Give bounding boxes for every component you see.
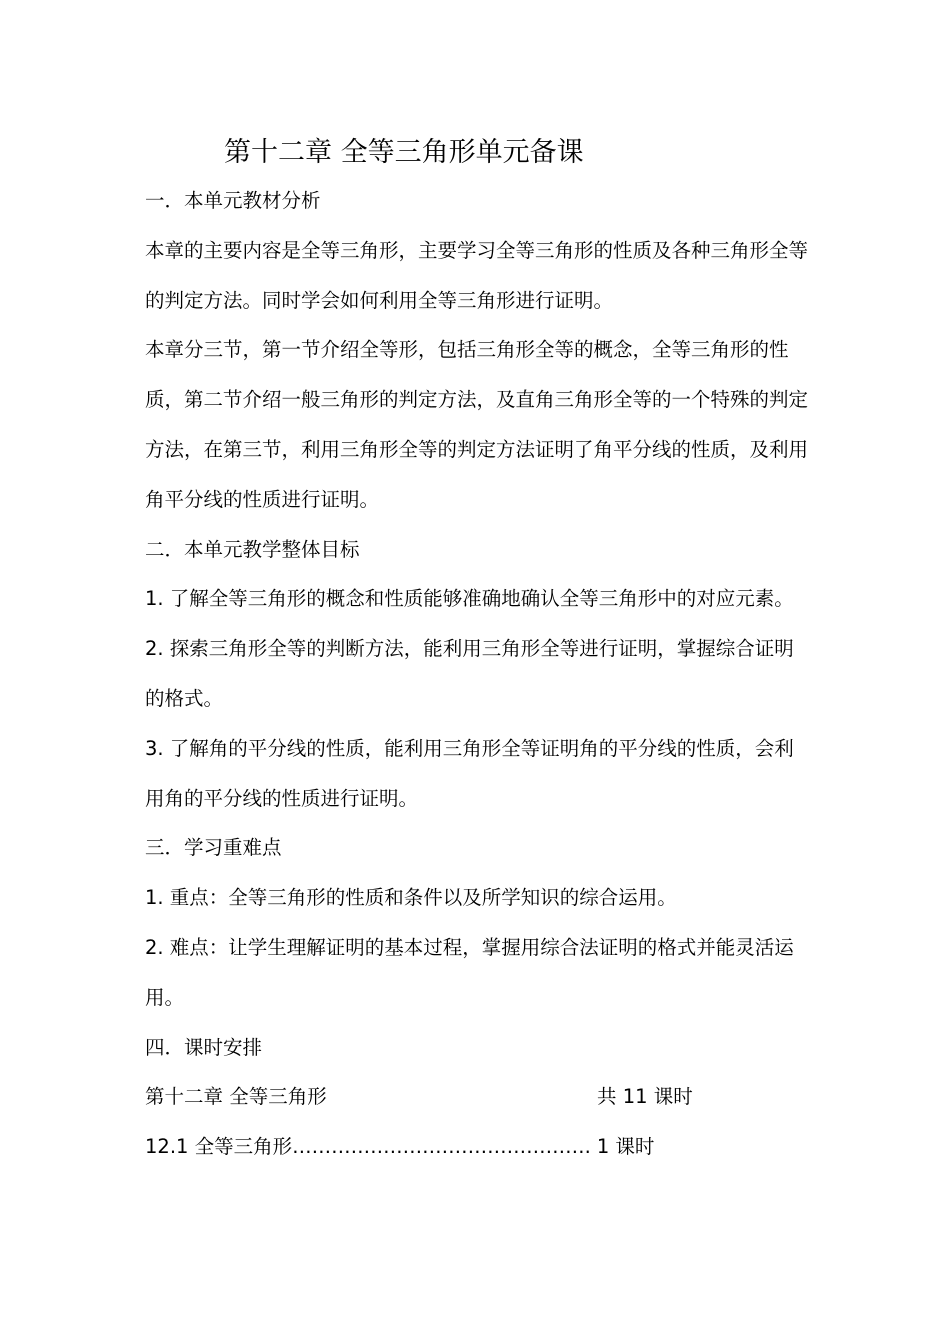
schedule-total-hours: 共 11 课时 (597, 1085, 693, 1109)
document-body (145, 176, 813, 1172)
schedule-chapter-label: 第十二章 全等三角形 (145, 1085, 327, 1109)
paragraph-2: 本章分三节，第一节介绍全等形，包括三角形全等的概念，全等三角形的性质，第二节介绍一般三角形的判定方法，及直角三角形全等的一个特殊的判定方法，在第三节，利用三角形全等的判定方法证明了角平分线的性质，及利用角平分线的性质进行证明。 (145, 338, 809, 511)
section-heading-4: 四．课时安排 (145, 1035, 263, 1059)
schedule-chapter-row (145, 1072, 813, 1122)
paragraph-1: 本章的主要内容是全等三角形，主要学习全等三角形的性质及各种三角形全等的判定方法。同时学会如何利用全等三角形进行证明。 (145, 238, 809, 312)
schedule-item-leader-dots: ………………………………………. (292, 1135, 591, 1159)
section-heading-2: 二．本单元教学整体目标 (145, 537, 360, 561)
goal-item-2: 2. 探索三角形全等的判断方法，能利用三角形全等进行证明，掌握综合证明的格式。 (145, 637, 794, 710)
goal-item-1: 1. 了解全等三角形的概念和性质能够准确地确认全等三角形中的对应元素。 (145, 587, 794, 611)
section-heading-1: 一．本单元教材分析 (145, 189, 321, 212)
schedule-item-hours: 1 课时 (596, 1135, 655, 1159)
section-heading-3: 三．学习重难点 (145, 836, 282, 860)
schedule-item-row (145, 1122, 813, 1172)
document-title: 第十二章 全等三角形单元备课 (224, 137, 584, 168)
schedule-item-label: 12.1 全等三角形 (145, 1135, 293, 1159)
keypoint-item-2: 2. 难点：让学生理解证明的基本过程，掌握用综合法证明的格式并能灵活运用。 (145, 935, 794, 1009)
goal-item-3: 3. 了解角的平分线的性质，能利用三角形全等证明角的平分线的性质，会利用角的平分线的性质进行证明。 (145, 736, 794, 810)
keypoint-item-1: 1. 重点：全等三角形的性质和条件以及所学知识的综合运用。 (145, 886, 677, 910)
